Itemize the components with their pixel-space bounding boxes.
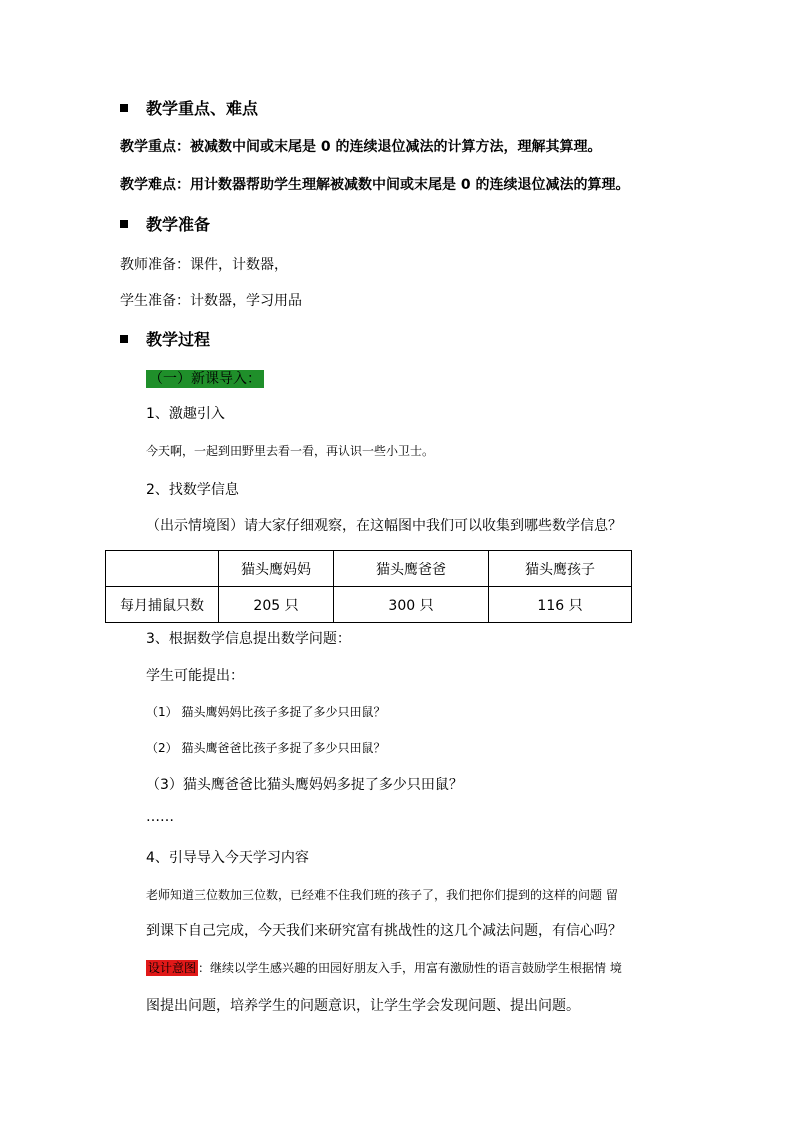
step-1: 1、激趣引入	[146, 406, 225, 422]
question-1: （1） 猫头鹰妈妈比孩子多捉了多少只田鼠？	[146, 705, 386, 719]
step-2: 2、找数学信息	[146, 482, 239, 498]
step-4-line-1: 老师知道三位数加三位数，已经难不住我们班的孩子了，我们把你们提到的这样的问题 留	[146, 888, 618, 902]
design-intent-line-2: 图提出问题，培养学生的问题意识，让学生学会发现问题、提出问题。	[146, 998, 580, 1014]
design-intent: 设计意图 ：继续以学生感兴趣的田园好朋友入手，用富有激励性的语言鼓励学生根据情 境	[148, 961, 622, 975]
bullet-icon	[120, 220, 128, 228]
step-3: 3、根据数学信息提出数学问题：	[146, 631, 351, 647]
step-2-text: （出示情境图）请大家仔细观察，在这幅图中我们可以收集到哪些数学信息？	[146, 518, 622, 534]
table-cell: 300 只	[334, 587, 489, 623]
table-cell: 205 只	[219, 587, 334, 623]
ellipsis: ……	[146, 809, 174, 825]
table-header-cell	[106, 551, 219, 587]
bullet-icon	[120, 335, 128, 343]
step-4-line-2: 到课下自己完成，今天我们来研究富有挑战性的这几个减法问题，有信心吗？	[146, 923, 622, 939]
key-points-heading: 教学重点、难点	[120, 96, 258, 119]
table-cell: 116 只	[489, 587, 632, 623]
table-header-cell: 猫头鹰爸爸	[334, 551, 489, 587]
key-point: 教学重点：被减数中间或末尾是 0 的连续退位减法的计算方法，理解其算理。	[120, 139, 602, 155]
difficulty-point: 教学难点：用计数器帮助学生理解被减数中间或末尾是 0 的连续退位减法的算理。	[120, 177, 630, 193]
question-2: （2） 猫头鹰爸爸比孩子多捉了多少只田鼠？	[146, 741, 386, 755]
teacher-prep: 教师准备：课件，计数器，	[120, 257, 288, 273]
process-heading: 教学过程	[120, 327, 210, 350]
table-header-cell: 猫头鹰妈妈	[219, 551, 334, 587]
student-prep: 学生准备：计数器，学习用品	[120, 293, 302, 309]
table-header-cell: 猫头鹰孩子	[489, 551, 632, 587]
step-4: 4、引导导入今天学习内容	[146, 850, 309, 866]
data-table	[105, 550, 632, 623]
table-row-label: 每月捕鼠只数	[106, 587, 219, 623]
may-ask: 学生可能提出：	[146, 668, 244, 684]
question-3: （3）猫头鹰爸爸比猫头鹰妈妈多捉了多少只田鼠？	[146, 777, 463, 793]
step-1-text: 今天啊，一起到田野里去看一看，再认识一些小卫士。	[146, 444, 435, 458]
prep-heading: 教学准备	[120, 212, 210, 235]
bullet-icon	[120, 104, 128, 112]
intro-tag: （一）新课导入：	[146, 368, 264, 388]
design-intent-tag: 设计意图	[148, 961, 197, 975]
